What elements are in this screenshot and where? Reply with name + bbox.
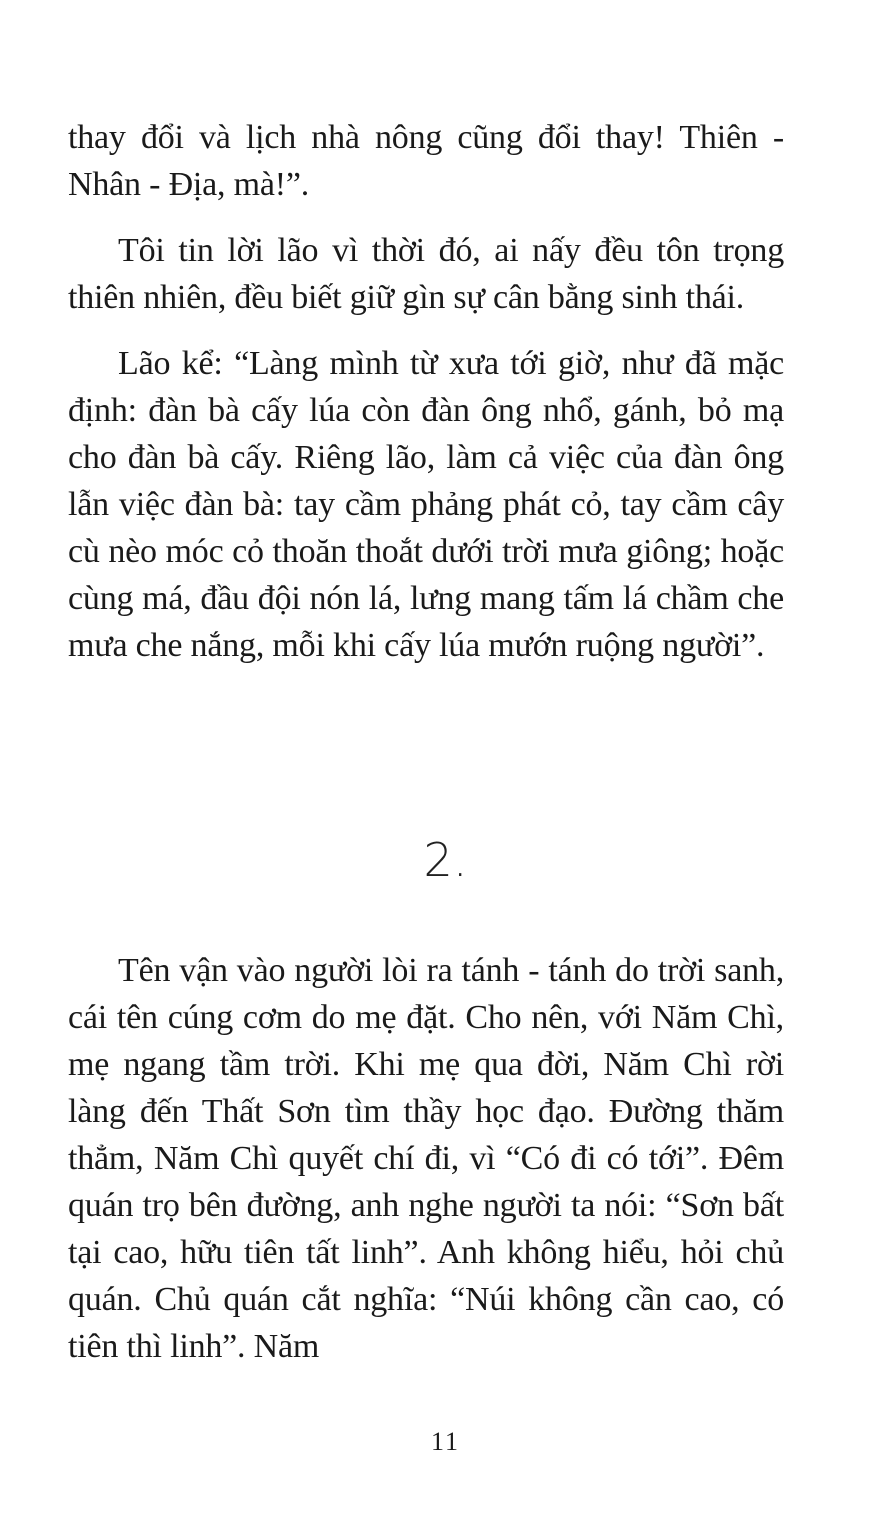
paragraph-nature: Tôi tin lời lão vì thời đó, ai nấy đều tôn trọng thiên nhiên, đều biết giữ gìn sự cân bằng sinh thái. (68, 232, 784, 316)
section-number: 2. (423, 833, 468, 887)
paragraph-nam-chi: Tên vận vào người lòi ra tánh - tánh do trời sanh, cái tên cúng cơm do mẹ đặt. Cho nên, với Năm Chì, mẹ ngang tầm trời. Khi mẹ qua đời, Năm Chì rời làng đến Thất Sơn tìm thầy học đạo. Đường thăm thẳm, Năm Chì quyết chí đi, vì “Có đi có tới”. Đêm quán trọ bên đường, anh nghe người ta nói: “Sơn bất tại cao, hữu tiên tất linh”. Anh không hiểu, hỏi chủ quán. Chủ quán cắt nghĩa: “Núi không cần cao, có tiên thì linh”. Năm (68, 952, 784, 1365)
top-text-block (68, 114, 784, 669)
continued-paragraph: thay đổi và lịch nhà nông cũng đổi thay! Thiên - Nhân - Địa, mà!”. (68, 119, 784, 203)
page-number: 11 (430, 1427, 461, 1456)
bottom-text-block (68, 947, 784, 1370)
paragraph-lao-ke: Lão kể: “Làng mình từ xưa tới giờ, như đã mặc định: đàn bà cấy lúa còn đàn ông nhổ, gánh, bỏ mạ cho đàn bà cấy. Riêng lão, làm cả việc của đàn ông lẫn việc đàn bà: tay cầm phảng phát cỏ, tay cầm cây cù nèo móc cỏ thoăn thoắt dưới trời mưa giông; hoặc cùng má, đầu đội nón lá, lưng mang tấm lá chầm che mưa che nắng, mỗi khi cấy lúa mướn ruộng người”. (68, 345, 784, 664)
